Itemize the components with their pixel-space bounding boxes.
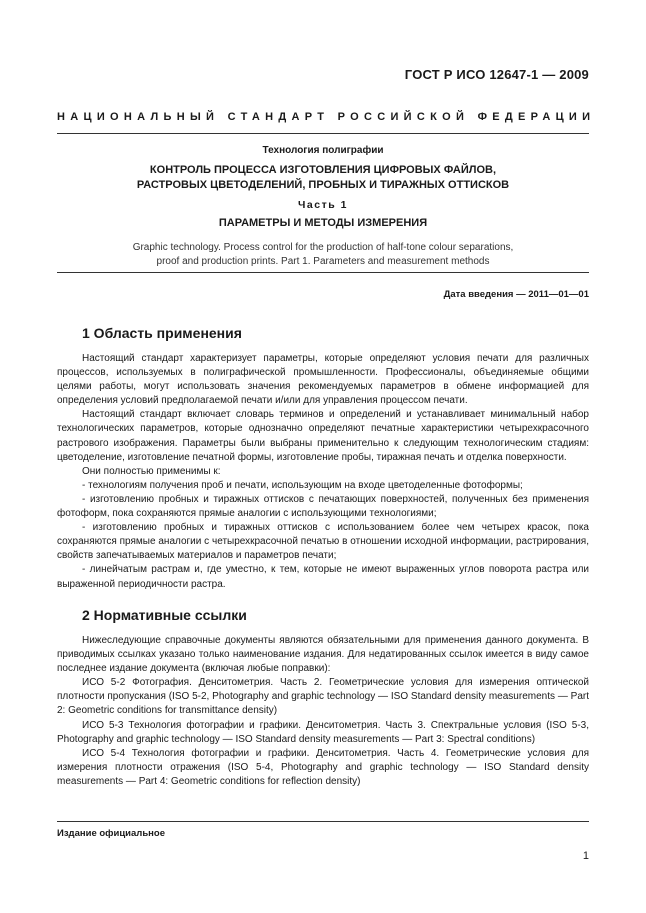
english-title-line-1: Graphic technology. Process control for the production of half-tone colour separations, [132, 242, 514, 253]
page-number: 1 [582, 850, 589, 862]
reference-item: ИСО 5-4 Технология фотографии и графики. Денситометрия. Часть 4. Геометрические условия для измерения плотности отражения (ISO 5-4, Photography and graphic technology — ISO Standard density measurements — Part 4: Geometric conditions for reflection density) [57, 747, 589, 787]
part-label: Часть 1 [298, 199, 348, 211]
top-divider [57, 133, 589, 134]
english-title-line-2: proof and production prints. Part 1. Parameters and measurement methods [156, 256, 490, 267]
national-standard-heading: НАЦИОНАЛЬНЫЙ СТАНДАРТ РОССИЙСКОЙ ФЕДЕРАЦИИ [57, 111, 596, 123]
title-line-2: РАСТРОВЫХ ЦВЕТОДЕЛЕНИЙ, ПРОБНЫХ И ТИРАЖНЫХ ОТТИСКОВ [136, 179, 510, 191]
english-title [57, 241, 589, 269]
document-title [57, 163, 589, 193]
section-1-heading: 1 Область применения [82, 325, 242, 341]
official-edition-label: Издание официальное [57, 828, 165, 839]
standard-number: ГОСТ Р ИСО 12647-1 — 2009 [404, 67, 589, 82]
title-divider [57, 272, 589, 273]
section-2-body [57, 634, 589, 789]
paragraph: Они полностью применимы к: [82, 465, 221, 477]
paragraph: Настоящий стандарт характеризует параметры, которые определяют условия печати для различных процессов, используемых в полиграфической промышленности. Профессионалы, объединяемые общими целями работы, могут использовать значения рекомендуемых параметров в обмене информацией для определения условий предполагаемой печати и/или для управления процессом печати. [57, 353, 589, 407]
footer-divider [57, 821, 589, 822]
introduction-date: Дата введения — 2011—01—01 [443, 289, 589, 300]
list-item: - технологиям получения проб и печати, использующим на входе цветоделенные фотоформы; [82, 479, 523, 491]
paragraph: Нижеследующие справочные документы являются обязательными для применения данного документа. В приводимых ссылках указано только наименование издания. Для недатированных ссылок имеется в виду самое последнее издание документа (включая любые поправки): [57, 635, 589, 675]
section-2-heading: 2 Нормативные ссылки [82, 607, 247, 623]
part-title: ПАРАМЕТРЫ И МЕТОДЫ ИЗМЕРЕНИЯ [218, 217, 428, 229]
list-item: - линейчатым растрам и, где уместно, к тем, которые не имеют выраженных углов поворота растра или выраженной периодичности растра. [57, 564, 589, 590]
reference-item: ИСО 5-3 Технология фотографии и графики. Денситометрия. Часть 3. Спектральные условия (ISO 5-3, Photography and graphic technology — ISO Standard density measurements — Part 3: Spectral conditions) [57, 719, 589, 745]
section-1-body [57, 352, 589, 592]
paragraph: Настоящий стандарт включает словарь терминов и определений и устанавливает минимальный набор технологических параметров, которые однозначно определяют печатные характеристики четырехкрасочного растрового изображения. Параметры были выбраны применительно к следующим технологическим стадиям: цветоделение, изготовление печатной формы, изготовление пробы, тиражная печать и отделка поверхности. [57, 409, 589, 463]
title-line-1: КОНТРОЛЬ ПРОЦЕССА ИЗГОТОВЛЕНИЯ ЦИФРОВЫХ ФАЙЛОВ, [149, 164, 497, 176]
reference-item: ИСО 5-2 Фотография. Денситометрия. Часть 2. Геометрические условия для измерения оптической плотности пропускания (ISO 5-2, Photography and graphic technology — ISO Standard density measurements — Part 2: Geometric conditions for transmittance density) [57, 677, 589, 717]
list-item: - изготовлению пробных и тиражных оттисков с печатающих поверхностей, полученных без применения фотоформ, пока сохраняются прямые аналогии с использующими технологиями; [57, 493, 589, 520]
field-subtitle: Технология полиграфии [262, 145, 384, 156]
list-item: - изготовлению пробных и тиражных оттисков с использованием более чем четырех красок, пока сохраняются прямые аналогии с четырехкрасочной печатью в отношении исходной информации, растрирования, свойств запечатываемых материалов и параметров печати; [57, 522, 589, 562]
